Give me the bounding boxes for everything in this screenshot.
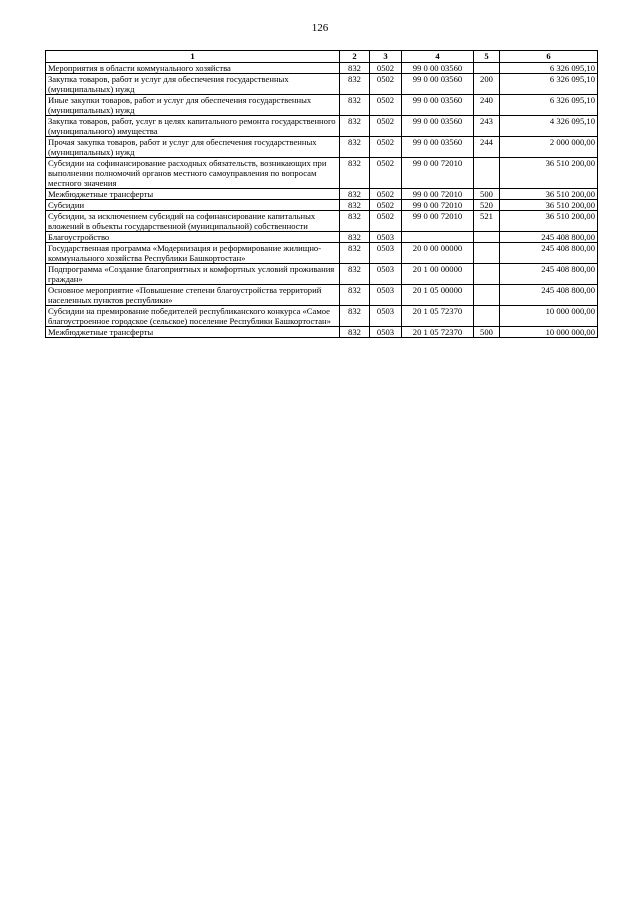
table-row bbox=[46, 327, 598, 338]
table-row bbox=[46, 243, 598, 264]
table-row bbox=[46, 200, 598, 211]
department-code-cell: 832 bbox=[340, 232, 370, 243]
expense-type-cell: 240 bbox=[474, 95, 500, 116]
expense-type-cell bbox=[474, 285, 500, 306]
column-header: 4 bbox=[402, 51, 474, 63]
budget-table bbox=[45, 50, 598, 338]
section-code-cell: 0502 bbox=[370, 189, 402, 200]
expense-name-cell: Субсидии bbox=[46, 200, 340, 211]
department-code-cell: 832 bbox=[340, 95, 370, 116]
section-code-cell: 0503 bbox=[370, 243, 402, 264]
department-code-cell: 832 bbox=[340, 200, 370, 211]
section-code-cell: 0502 bbox=[370, 158, 402, 189]
department-code-cell: 832 bbox=[340, 116, 370, 137]
amount-cell: 6 326 095,10 bbox=[500, 63, 598, 74]
table-row bbox=[46, 264, 598, 285]
amount-cell: 10 000 000,00 bbox=[500, 327, 598, 338]
amount-cell: 245 408 800,00 bbox=[500, 243, 598, 264]
table-row bbox=[46, 95, 598, 116]
target-article-cell: 20 1 05 72370 bbox=[402, 327, 474, 338]
department-code-cell: 832 bbox=[340, 306, 370, 327]
table-row bbox=[46, 137, 598, 158]
expense-type-cell bbox=[474, 264, 500, 285]
section-code-cell: 0503 bbox=[370, 285, 402, 306]
target-article-cell: 99 0 00 72010 bbox=[402, 200, 474, 211]
section-code-cell: 0502 bbox=[370, 211, 402, 232]
table-row bbox=[46, 189, 598, 200]
target-article-cell: 20 1 05 00000 bbox=[402, 285, 474, 306]
department-code-cell: 832 bbox=[340, 137, 370, 158]
expense-type-cell: 500 bbox=[474, 189, 500, 200]
expense-name-cell: Субсидии, за исключением субсидий на софинансирование капитальных вложений в объекты государственной (муниципальной) собственности bbox=[46, 211, 340, 232]
expense-type-cell bbox=[474, 243, 500, 264]
department-code-cell: 832 bbox=[340, 63, 370, 74]
expense-name-cell: Закупка товаров, работ, услуг в целях капитального ремонта государственного (муниципального) имущества bbox=[46, 116, 340, 137]
amount-cell: 36 510 200,00 bbox=[500, 158, 598, 189]
department-code-cell: 832 bbox=[340, 327, 370, 338]
section-code-cell: 0503 bbox=[370, 306, 402, 327]
department-code-cell: 832 bbox=[340, 74, 370, 95]
expense-name-cell: Прочая закупка товаров, работ и услуг для обеспечения государственных (муниципальных) нужд bbox=[46, 137, 340, 158]
section-code-cell: 0502 bbox=[370, 95, 402, 116]
section-code-cell: 0502 bbox=[370, 200, 402, 211]
expense-type-cell: 520 bbox=[474, 200, 500, 211]
table-row bbox=[46, 211, 598, 232]
target-article-cell: 99 0 00 03560 bbox=[402, 63, 474, 74]
table-row bbox=[46, 306, 598, 327]
table-header-row bbox=[46, 51, 598, 63]
expense-type-cell: 200 bbox=[474, 74, 500, 95]
amount-cell: 245 408 800,00 bbox=[500, 285, 598, 306]
table-row bbox=[46, 158, 598, 189]
expense-name-cell: Закупка товаров, работ и услуг для обеспечения государственных (муниципальных) нужд bbox=[46, 74, 340, 95]
column-header: 3 bbox=[370, 51, 402, 63]
expense-type-cell bbox=[474, 63, 500, 74]
department-code-cell: 832 bbox=[340, 211, 370, 232]
expense-type-cell bbox=[474, 306, 500, 327]
amount-cell: 245 408 800,00 bbox=[500, 264, 598, 285]
expense-type-cell: 243 bbox=[474, 116, 500, 137]
section-code-cell: 0502 bbox=[370, 74, 402, 95]
page-number: 126 bbox=[311, 22, 329, 34]
expense-name-cell: Мероприятия в области коммунального хозяйства bbox=[46, 63, 340, 74]
column-header: 5 bbox=[474, 51, 500, 63]
column-header: 6 bbox=[500, 51, 598, 63]
target-article-cell: 99 0 00 72010 bbox=[402, 158, 474, 189]
section-code-cell: 0503 bbox=[370, 232, 402, 243]
expense-name-cell: Подпрограмма «Создание благоприятных и комфортных условий проживания граждан» bbox=[46, 264, 340, 285]
expense-name-cell: Иные закупки товаров, работ и услуг для обеспечения государственных (муниципальных) нужд bbox=[46, 95, 340, 116]
department-code-cell: 832 bbox=[340, 189, 370, 200]
table-row bbox=[46, 74, 598, 95]
target-article-cell: 99 0 00 03560 bbox=[402, 137, 474, 158]
column-header: 2 bbox=[340, 51, 370, 63]
department-code-cell: 832 bbox=[340, 285, 370, 306]
target-article-cell: 99 0 00 72010 bbox=[402, 189, 474, 200]
target-article-cell: 99 0 00 03560 bbox=[402, 74, 474, 95]
table-row bbox=[46, 116, 598, 137]
table-body bbox=[46, 63, 598, 338]
column-header: 1 bbox=[46, 51, 340, 63]
target-article-cell: 99 0 00 72010 bbox=[402, 211, 474, 232]
target-article-cell: 99 0 00 03560 bbox=[402, 95, 474, 116]
expense-name-cell: Субсидии на премирование победителей республиканского конкурса «Самое благоустроенное городское (сельское) поселение Республики Башкортостан» bbox=[46, 306, 340, 327]
table-row bbox=[46, 285, 598, 306]
amount-cell: 4 326 095,10 bbox=[500, 116, 598, 137]
section-code-cell: 0502 bbox=[370, 116, 402, 137]
section-code-cell: 0503 bbox=[370, 327, 402, 338]
amount-cell: 36 510 200,00 bbox=[500, 189, 598, 200]
table-row bbox=[46, 232, 598, 243]
expense-name-cell: Благоустройство bbox=[46, 232, 340, 243]
amount-cell: 2 000 000,00 bbox=[500, 137, 598, 158]
amount-cell: 6 326 095,10 bbox=[500, 74, 598, 95]
department-code-cell: 832 bbox=[340, 264, 370, 285]
amount-cell: 36 510 200,00 bbox=[500, 211, 598, 232]
section-code-cell: 0502 bbox=[370, 63, 402, 74]
expense-name-cell: Межбюджетные трансферты bbox=[46, 327, 340, 338]
department-code-cell: 832 bbox=[340, 158, 370, 189]
section-code-cell: 0502 bbox=[370, 137, 402, 158]
target-article-cell: 20 1 05 72370 bbox=[402, 306, 474, 327]
expense-type-cell bbox=[474, 232, 500, 243]
table-row bbox=[46, 63, 598, 74]
department-code-cell: 832 bbox=[340, 243, 370, 264]
section-code-cell: 0503 bbox=[370, 264, 402, 285]
amount-cell: 245 408 800,00 bbox=[500, 232, 598, 243]
expense-type-cell: 244 bbox=[474, 137, 500, 158]
target-article-cell bbox=[402, 232, 474, 243]
expense-name-cell: Государственная программа «Модернизация и реформирование жилищно-коммунального хозяйства Республики Башкортостан» bbox=[46, 243, 340, 264]
expense-name-cell: Субсидии на софинансирование расходных обязательств, возникающих при выполнении полномочий органов местного самоуправления по вопросам местного значения bbox=[46, 158, 340, 189]
expense-name-cell: Основное мероприятие «Повышение степени благоустройства территорий населенных пунктов республики» bbox=[46, 285, 340, 306]
target-article-cell: 20 0 00 00000 bbox=[402, 243, 474, 264]
amount-cell: 6 326 095,10 bbox=[500, 95, 598, 116]
target-article-cell: 20 1 00 00000 bbox=[402, 264, 474, 285]
amount-cell: 10 000 000,00 bbox=[500, 306, 598, 327]
expense-type-cell bbox=[474, 158, 500, 189]
amount-cell: 36 510 200,00 bbox=[500, 200, 598, 211]
target-article-cell: 99 0 00 03560 bbox=[402, 116, 474, 137]
expense-name-cell: Межбюджетные трансферты bbox=[46, 189, 340, 200]
expense-type-cell: 500 bbox=[474, 327, 500, 338]
expense-type-cell: 521 bbox=[474, 211, 500, 232]
